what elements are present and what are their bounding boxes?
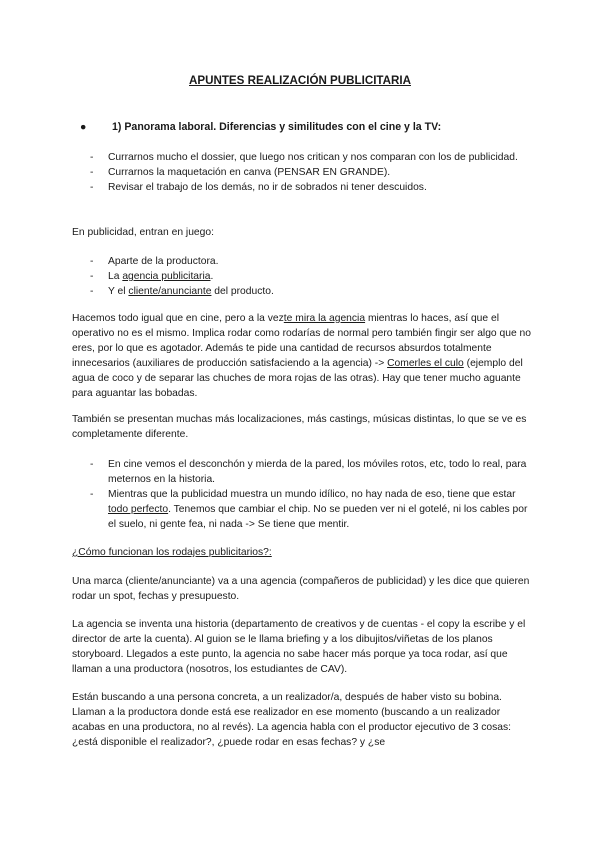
text-span: . Tenemos que cambiar el chip. No se pueden ver ni el gotelé, ni los cables por el suelo, ni gente fea, ni nada -> Se tiene que mentir.: [108, 504, 528, 530]
list-item: [72, 269, 532, 284]
text-span: del producto.: [211, 286, 274, 297]
underlined-term: todo perfecto: [108, 504, 169, 515]
realizador-paragraph: Están buscando a una persona concreta, a un realizador/a, después de haber visto su bobina. Llaman a la productora donde está ese realizador en ese momento (buscando a un realizador acabas en una productora, no al revés). La agencia habla con el productor ejecutivo de 3 cosas: ¿está disponible el realizador?, ¿puede rodar en esas fechas? y ¿se: [72, 692, 512, 748]
section-heading: [82, 120, 441, 135]
underlined-term: agencia publicitaria: [122, 271, 211, 282]
intro-paragraph: En publicidad, entran en juego:: [72, 227, 214, 238]
list-item: - Aparte de la productora.: [72, 254, 532, 269]
contrast-list: [72, 457, 532, 532]
text-span: Y el: [108, 286, 129, 297]
list-item: - Currarnos la maquetación en canva (PENSAR EN GRANDE).: [72, 165, 532, 180]
list-item: [72, 284, 532, 299]
text-span: .: [210, 271, 214, 282]
roles-list: [72, 254, 532, 299]
question-heading: ¿Cómo funcionan los rodajes publicitarios?:: [72, 547, 272, 558]
marca-paragraph: Una marca (cliente/anunciante) va a una agencia (compañeros de publicidad) y les dice que quieren rodar un spot, fechas y presupuesto.: [72, 576, 530, 602]
document-title: APUNTES REALIZACIÓN PUBLICITARIA: [189, 74, 411, 87]
underlined-term: cliente/anunciante: [128, 286, 212, 297]
tips-list: [72, 150, 532, 195]
text-span: mientras lo haces, así que el operativo no es el mismo. Implica rodar como rodarías de normal pero también fingir ser algo que no eres, por lo que es agotador. Además te pide una cantidad de recursos absurdos totalmente innecesarios (auxiliares de producción satisfaciendo a la agencia) ->: [72, 313, 532, 369]
list-item: - Revisar el trabajo de los demás, no ir de sobrados ni tener descuidos.: [72, 180, 532, 195]
text-span: (ejemplo del agua de coco y de separar las chuches de mora rojas de las otras). Hay que tener mucho aguante para aguantar las bobadas.: [72, 358, 523, 399]
bullet-dot-icon: ●: [80, 121, 87, 133]
text-span: Mientras que la publicidad muestra un mundo idílico, no hay nada de eso, tiene que estar: [108, 489, 516, 500]
underlined-term: te mira la agencia: [283, 313, 366, 324]
agencia-paragraph: La agencia se inventa una historia (departamento de creativos y de cuentas - el copy la escribe y el director de arte la cuenta). Al guion se le llama briefing y a los dibujitos/viñetas de los planos storyboard. Llegados a este punto, la agencia no sabe hacer más porque ya toca rodar, así que llaman a una productora (nosotros, los estudiantes de CAV).: [72, 619, 526, 675]
underlined-term: Comerles el culo: [387, 358, 464, 369]
list-item: [72, 487, 532, 532]
list-item: - En cine vemos el desconchón y mierda de la pared, los móviles rotos, etc, todo lo real, para meternos en la historia.: [72, 457, 532, 487]
text-span: Hacemos todo igual que en cine, pero a la vez: [72, 313, 284, 324]
section-heading-text: 1) Panorama laboral. Diferencias y similitudes con el cine y la TV:: [112, 121, 442, 133]
list-item: - Currarnos mucho el dossier, que luego nos critican y nos comparan con los de publicidad.: [72, 150, 532, 165]
cine-paragraph: [72, 311, 532, 401]
localizaciones-paragraph: También se presentan muchas más localizaciones, más castings, músicas distintas, lo que se ve es completamente diferente.: [72, 414, 527, 440]
text-span: La: [108, 271, 123, 282]
